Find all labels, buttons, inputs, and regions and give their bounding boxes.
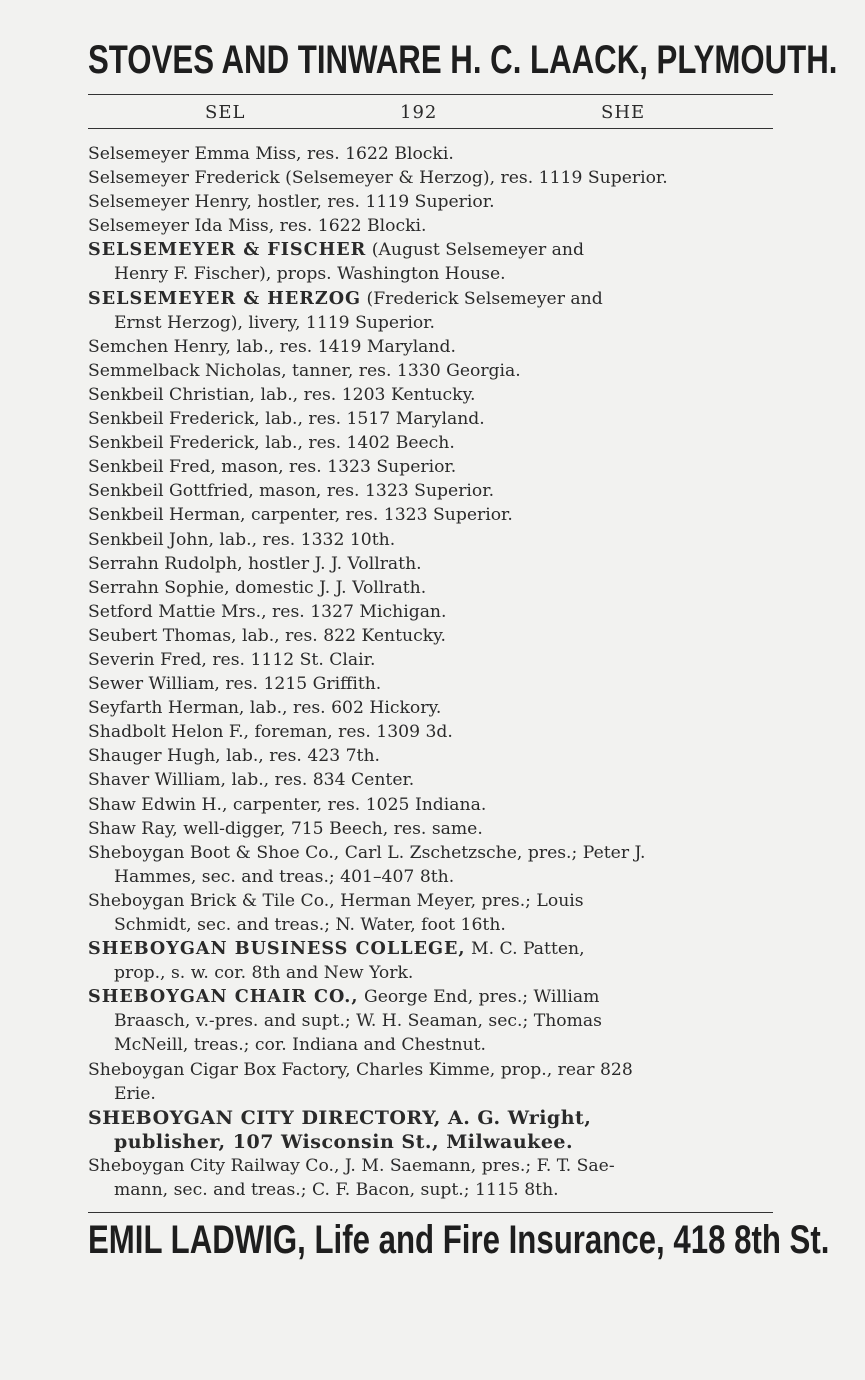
directory-entry: Selsemeyer Ida Miss, res. 1622 Blocki.	[88, 216, 427, 237]
directory-entry: Sheboygan City Railway Co., J. M. Saemann, pres.; F. T. Sae-	[88, 1155, 615, 1176]
directory-entries	[88, 142, 778, 1202]
advertiser-details: (August Selsemeyer and	[366, 240, 584, 261]
directory-entry: Shaw Edwin H., carpenter, res. 1025 Indiana.	[88, 794, 487, 815]
directory-entry: Senkbeil Frederick, lab., res. 1517 Maryland.	[88, 409, 485, 430]
directory-entry: Severin Fred, res. 1112 St. Clair.	[88, 649, 376, 670]
directory-entry-advertiser	[88, 287, 778, 311]
running-head	[88, 100, 773, 128]
advertiser-details: George End, pres.; William	[358, 987, 600, 1008]
directory-entry-continuation: Henry F. Fischer), props. Washington House.	[114, 264, 506, 285]
directory-entry-continuation: mann, sec. and treas.; C. F. Bacon, supt.; 1115 8th.	[114, 1180, 559, 1201]
directory-entry-continuation: McNeill, treas.; cor. Indiana and Chestnut.	[114, 1035, 486, 1056]
top-advertisement: STOVES AND TINWARE H. C. LAACK, PLYMOUTH.	[88, 38, 838, 82]
directory-entry: Selsemeyer Henry, hostler, res. 1119 Superior.	[88, 192, 495, 213]
directory-entry: Sheboygan Cigar Box Factory, Charles Kimme, prop., rear 828	[88, 1059, 633, 1080]
directory-entry: Shaw Ray, well-digger, 715 Beech, res. same.	[88, 818, 483, 839]
directory-entry-advertiser	[88, 238, 778, 262]
directory-entry: Setford Mattie Mrs., res. 1327 Michigan.	[88, 601, 447, 622]
directory-entry: Seyfarth Herman, lab., res. 602 Hickory.	[88, 698, 442, 719]
directory-entry: Senkbeil Gottfried, mason, res. 1323 Superior.	[88, 481, 495, 502]
directory-entry: Sewer William, res. 1215 Griffith.	[88, 674, 382, 695]
page-number: 192	[400, 102, 438, 123]
directory-entry: Serrahn Sophie, domestic J. J. Vollrath.	[88, 577, 427, 598]
directory-entry-advertiser	[88, 985, 778, 1009]
directory-entry: Sheboygan Boot & Shoe Co., Carl L. Zschetzsche, pres.; Peter J.	[88, 842, 646, 863]
advertiser-name: SELSEMEYER & HERZOG	[88, 287, 362, 309]
bottom-advertisement: EMIL LADWIG, Life and Fire Insurance, 418 8th St.	[88, 1218, 830, 1262]
directory-entry-advertiser-continuation: publisher, 107 Wisconsin St., Milwaukee.	[114, 1130, 574, 1153]
directory-entry: Shadbolt Helon F., foreman, res. 1309 3d.	[88, 722, 453, 743]
directory-entry-advertiser	[88, 937, 778, 961]
advertiser-name: SHEBOYGAN CHAIR CO.,	[88, 986, 359, 1008]
directory-entry-continuation: Schmidt, sec. and treas.; N. Water, foot 16th.	[114, 915, 506, 935]
directory-entry-continuation: Ernst Herzog), livery, 1119 Superior.	[114, 312, 435, 333]
directory-entry: Senkbeil Fred, mason, res. 1323 Superior.	[88, 457, 457, 478]
bottom-rule	[88, 1212, 773, 1213]
advertiser-name: SHEBOYGAN BUSINESS COLLEGE,	[88, 938, 466, 960]
advertiser-name: SELSEMEYER & FISCHER	[88, 239, 367, 261]
directory-entry: Senkbeil Frederick, lab., res. 1402 Beech.	[88, 433, 455, 454]
directory-entry-continuation: Erie.	[114, 1083, 156, 1104]
directory-entry: Seubert Thomas, lab., res. 822 Kentucky.	[88, 625, 447, 646]
directory-entry: Semmelback Nicholas, tanner, res. 1330 Georgia.	[88, 360, 521, 381]
directory-entry: Senkbeil Christian, lab., res. 1203 Kentucky.	[88, 384, 476, 405]
directory-entry-continuation: Braasch, v.-pres. and supt.; W. H. Seaman, sec.; Thomas	[114, 1011, 602, 1032]
directory-entry: Sheboygan Brick & Tile Co., Herman Meyer, pres.; Louis	[88, 890, 584, 911]
directory-entry: Selsemeyer Frederick (Selsemeyer & Herzog), res. 1119 Superior.	[88, 168, 668, 189]
directory-entry: Senkbeil John, lab., res. 1332 10th.	[88, 529, 396, 550]
directory-entry: Selsemeyer Emma Miss, res. 1622 Blocki.	[88, 144, 454, 164]
running-head-right: SHE	[601, 102, 646, 123]
directory-entry: Shauger Hugh, lab., res. 423 7th.	[88, 746, 380, 767]
directory-entry-advertiser: SHEBOYGAN CITY DIRECTORY, A. G. Wright,	[88, 1106, 592, 1129]
directory-entry: Shaver William, lab., res. 834 Center.	[88, 770, 415, 791]
advertiser-details: M. C. Patten,	[465, 939, 585, 960]
directory-entry: Serrahn Rudolph, hostler J. J. Vollrath.	[88, 553, 422, 574]
directory-entry: Senkbeil Herman, carpenter, res. 1323 Superior.	[88, 505, 513, 526]
directory-entry-continuation: Hammes, sec. and treas.; 401–407 8th.	[114, 866, 455, 887]
top-rule	[88, 94, 773, 95]
running-head-left: SEL	[205, 102, 246, 123]
advertiser-details: (Frederick Selsemeyer and	[361, 288, 603, 309]
header-rule	[88, 128, 773, 129]
directory-entry: Semchen Henry, lab., res. 1419 Maryland.	[88, 336, 456, 357]
directory-entry-continuation: prop., s. w. cor. 8th and New York.	[114, 963, 414, 984]
